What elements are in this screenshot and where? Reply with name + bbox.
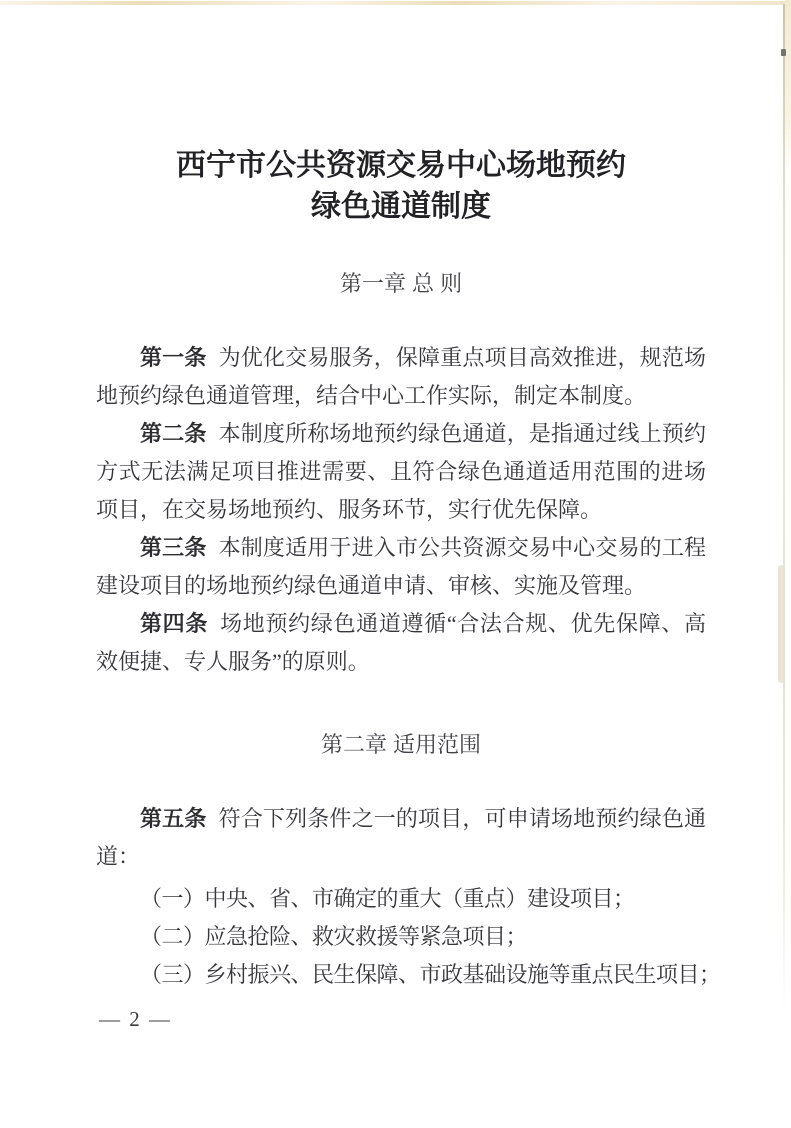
article-3-paragraph xyxy=(96,529,706,605)
chapter-2-heading: 第二章 适用范围 xyxy=(320,732,482,757)
article-1-label: 第一条 xyxy=(140,345,207,370)
scan-right-edge-line xyxy=(783,4,785,1014)
article-1-paragraph xyxy=(96,339,706,415)
article-1-text: 为优化交易服务，保障重点项目高效推进，规范场地预约绿色通道管理，结合中心工作实际，制定本制度。 xyxy=(96,345,706,408)
article-5-text: 符合下列条件之一的项目，可申请场地预约绿色通道： xyxy=(96,806,706,869)
document-body xyxy=(96,0,721,994)
clause-item-1: （一）中央、省、市确定的重大（重点）建设项目； xyxy=(140,886,635,911)
article-3-label: 第三条 xyxy=(140,535,207,560)
article-3-text: 本制度适用于进入市公共资源交易中心交易的工程建设项目的场地预约绿色通道申请、审核、实施及管理。 xyxy=(96,535,706,598)
article-4-label: 第四条 xyxy=(140,611,209,636)
scan-right-edge-mark xyxy=(781,49,786,56)
clause-item-2: （二）应急抢险、救灾救援等紧急项目； xyxy=(140,924,528,949)
article-4-text: 场地预约绿色通道遵循“合法合规、优先保障、高效便捷、专人服务”的原则。 xyxy=(96,611,706,674)
page-number: — 2 — xyxy=(99,1007,172,1031)
chapter-1-heading: 第一章 总 则 xyxy=(339,271,463,296)
clause-item-3: （三）乡村振兴、民生保障、市政基础设施等重点民生项目； xyxy=(140,962,721,987)
article-2-paragraph xyxy=(96,415,706,529)
scan-right-edge-strip xyxy=(785,0,791,170)
scan-right-edge-smudge xyxy=(778,565,785,683)
article-2-label: 第二条 xyxy=(140,421,207,446)
article-5-paragraph xyxy=(96,800,706,876)
article-5-label: 第五条 xyxy=(140,806,207,831)
article-2-text: 本制度所称场地预约绿色通道，是指通过线上预约方式无法满足项目推进需要、且符合绿色通道适用范围的进场项目，在交易场地预约、服务环节，实行优先保障。 xyxy=(96,421,706,522)
document-title-line1: 西宁市公共资源交易中心场地预约 xyxy=(176,149,626,182)
document-title-line2: 绿色通道制度 xyxy=(311,190,491,223)
document-title xyxy=(96,145,706,227)
article-4-paragraph xyxy=(96,605,706,681)
